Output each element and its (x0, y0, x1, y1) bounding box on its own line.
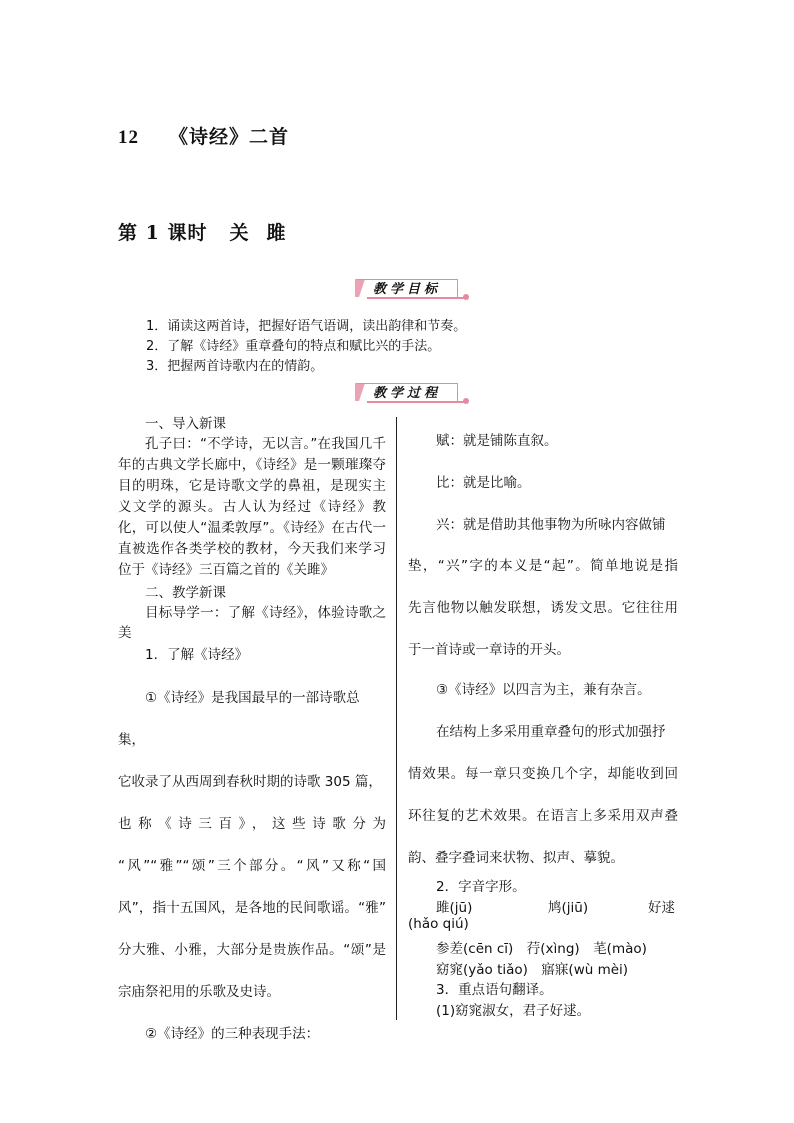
objective-item: 1．诵读这两首诗，把握好语气语调，读出韵律和节奏。 (146, 319, 467, 334)
lesson-name: 《诗经》二首 (169, 126, 290, 148)
process-banner-label: 教学过程 (373, 386, 442, 401)
banner-dot-icon (463, 294, 469, 300)
period-topic: 关雎 (229, 222, 304, 244)
form-line: 在结构上多采用重章叠句的形式加强抒 (436, 724, 666, 740)
objectives-banner-label: 教学目标 (373, 282, 442, 297)
pronunciation-word: 鸠(jiū) (548, 900, 589, 916)
xing-line: 兴：就是借助其他事物为所咏内容做铺 (436, 517, 666, 533)
xing-line: 于一首诗或一章诗的开头。 (408, 642, 570, 658)
text-line: 分大雅、小雅，大部分是贵族作品。“颂”是 (118, 942, 386, 958)
lesson-number: 12 (118, 127, 139, 148)
banner-dot-icon (463, 398, 469, 404)
bi-definition: 比：就是比喻。 (436, 475, 531, 491)
pronunciation-word: 雎(jū) (436, 900, 473, 916)
objective-item: 3．把握两首诗歌内在的情韵。 (146, 359, 324, 374)
xing-line: 先言他物以触发联想，诱发文思。它往往用 (408, 600, 678, 616)
fu-definition: 赋：就是铺陈直叙。 (436, 433, 558, 449)
item-heading: 2．字音字形。 (436, 879, 526, 895)
pronunciation-reading: (hǎo qiú) (408, 916, 469, 932)
form-line: 情效果。每一章只变换几个字，却能收到回 (408, 766, 678, 782)
text-line: 风”，指十五国风，是各地的民间歌谣。“雅” (118, 900, 386, 916)
form-line: 韵、叠字叠词来状物、拟声、摹貌。 (408, 850, 624, 866)
lesson-title (118, 122, 289, 149)
text-line: 宗庙祭祀用的乐歌及史诗。 (118, 984, 280, 1000)
pronunciation-word: 好逑 (648, 900, 675, 916)
text-line: 也称《诗三百》，这些诗歌分为 (118, 816, 386, 832)
text-line: 它收录了从西周到春秋时期的诗歌 305 篇， (118, 774, 382, 790)
section-heading: 一、导入新课 (145, 416, 226, 432)
xing-line: 垫，“兴”字的本义是“起”。简单地说是指 (408, 558, 678, 574)
shijing-intro (118, 677, 386, 1055)
translation-sentence: (1)窈窕淑女，君子好逑。 (436, 1003, 591, 1019)
section-heading: 二、教学新课 (145, 585, 226, 601)
process-banner (355, 382, 467, 404)
form-line: ③《诗经》以四言为主，兼有杂言。 (436, 682, 651, 698)
period-title (118, 218, 303, 245)
intro-paragraph: 孔子曰：“不学诗，无以言。”在我国几千年的古典文学长廊中，《诗经》是一颗璀璨夺目的明珠，它是诗歌文学的鼻祖，是现实主义文学的源头。古人认为经过《诗经》教化，可以使人“温柔敦厚”。《诗经》在古代一直被选作各类学校的教材，今天我们来学习位于《诗经》三百篇之首的《关雎》 (118, 436, 386, 578)
item-heading: 3．重点语句翻译。 (436, 982, 553, 998)
form-line: 环往复的艺术效果。在语言上多采用双声叠 (408, 808, 678, 824)
objectives-banner (355, 278, 467, 300)
item-heading: 1．了解《诗经》 (145, 647, 249, 663)
pronunciation-line: 窈窕(yǎo tiǎo) 寤寐(wù mèi) (436, 962, 629, 978)
period-label: 第 1 课时 (118, 222, 208, 244)
text-line: “风”“雅”“颂”三个部分。“风”又称“国 (118, 858, 386, 874)
goal-heading: 目标导学一：了解《诗经》，体验诗歌之美 (118, 605, 386, 641)
objective-item: 2．了解《诗经》重章叠句的特点和赋比兴的手法。 (146, 339, 441, 354)
left-column (118, 414, 386, 1055)
column-divider (396, 417, 397, 1020)
text-line: ②《诗经》的三种表现手法： (145, 1026, 320, 1042)
pronunciation-line: 参差(cēn cī) 荇(xìng) 芼(mào) (436, 941, 647, 957)
text-line: ①《诗经》是我国最早的一部诗歌总集， (118, 690, 360, 748)
